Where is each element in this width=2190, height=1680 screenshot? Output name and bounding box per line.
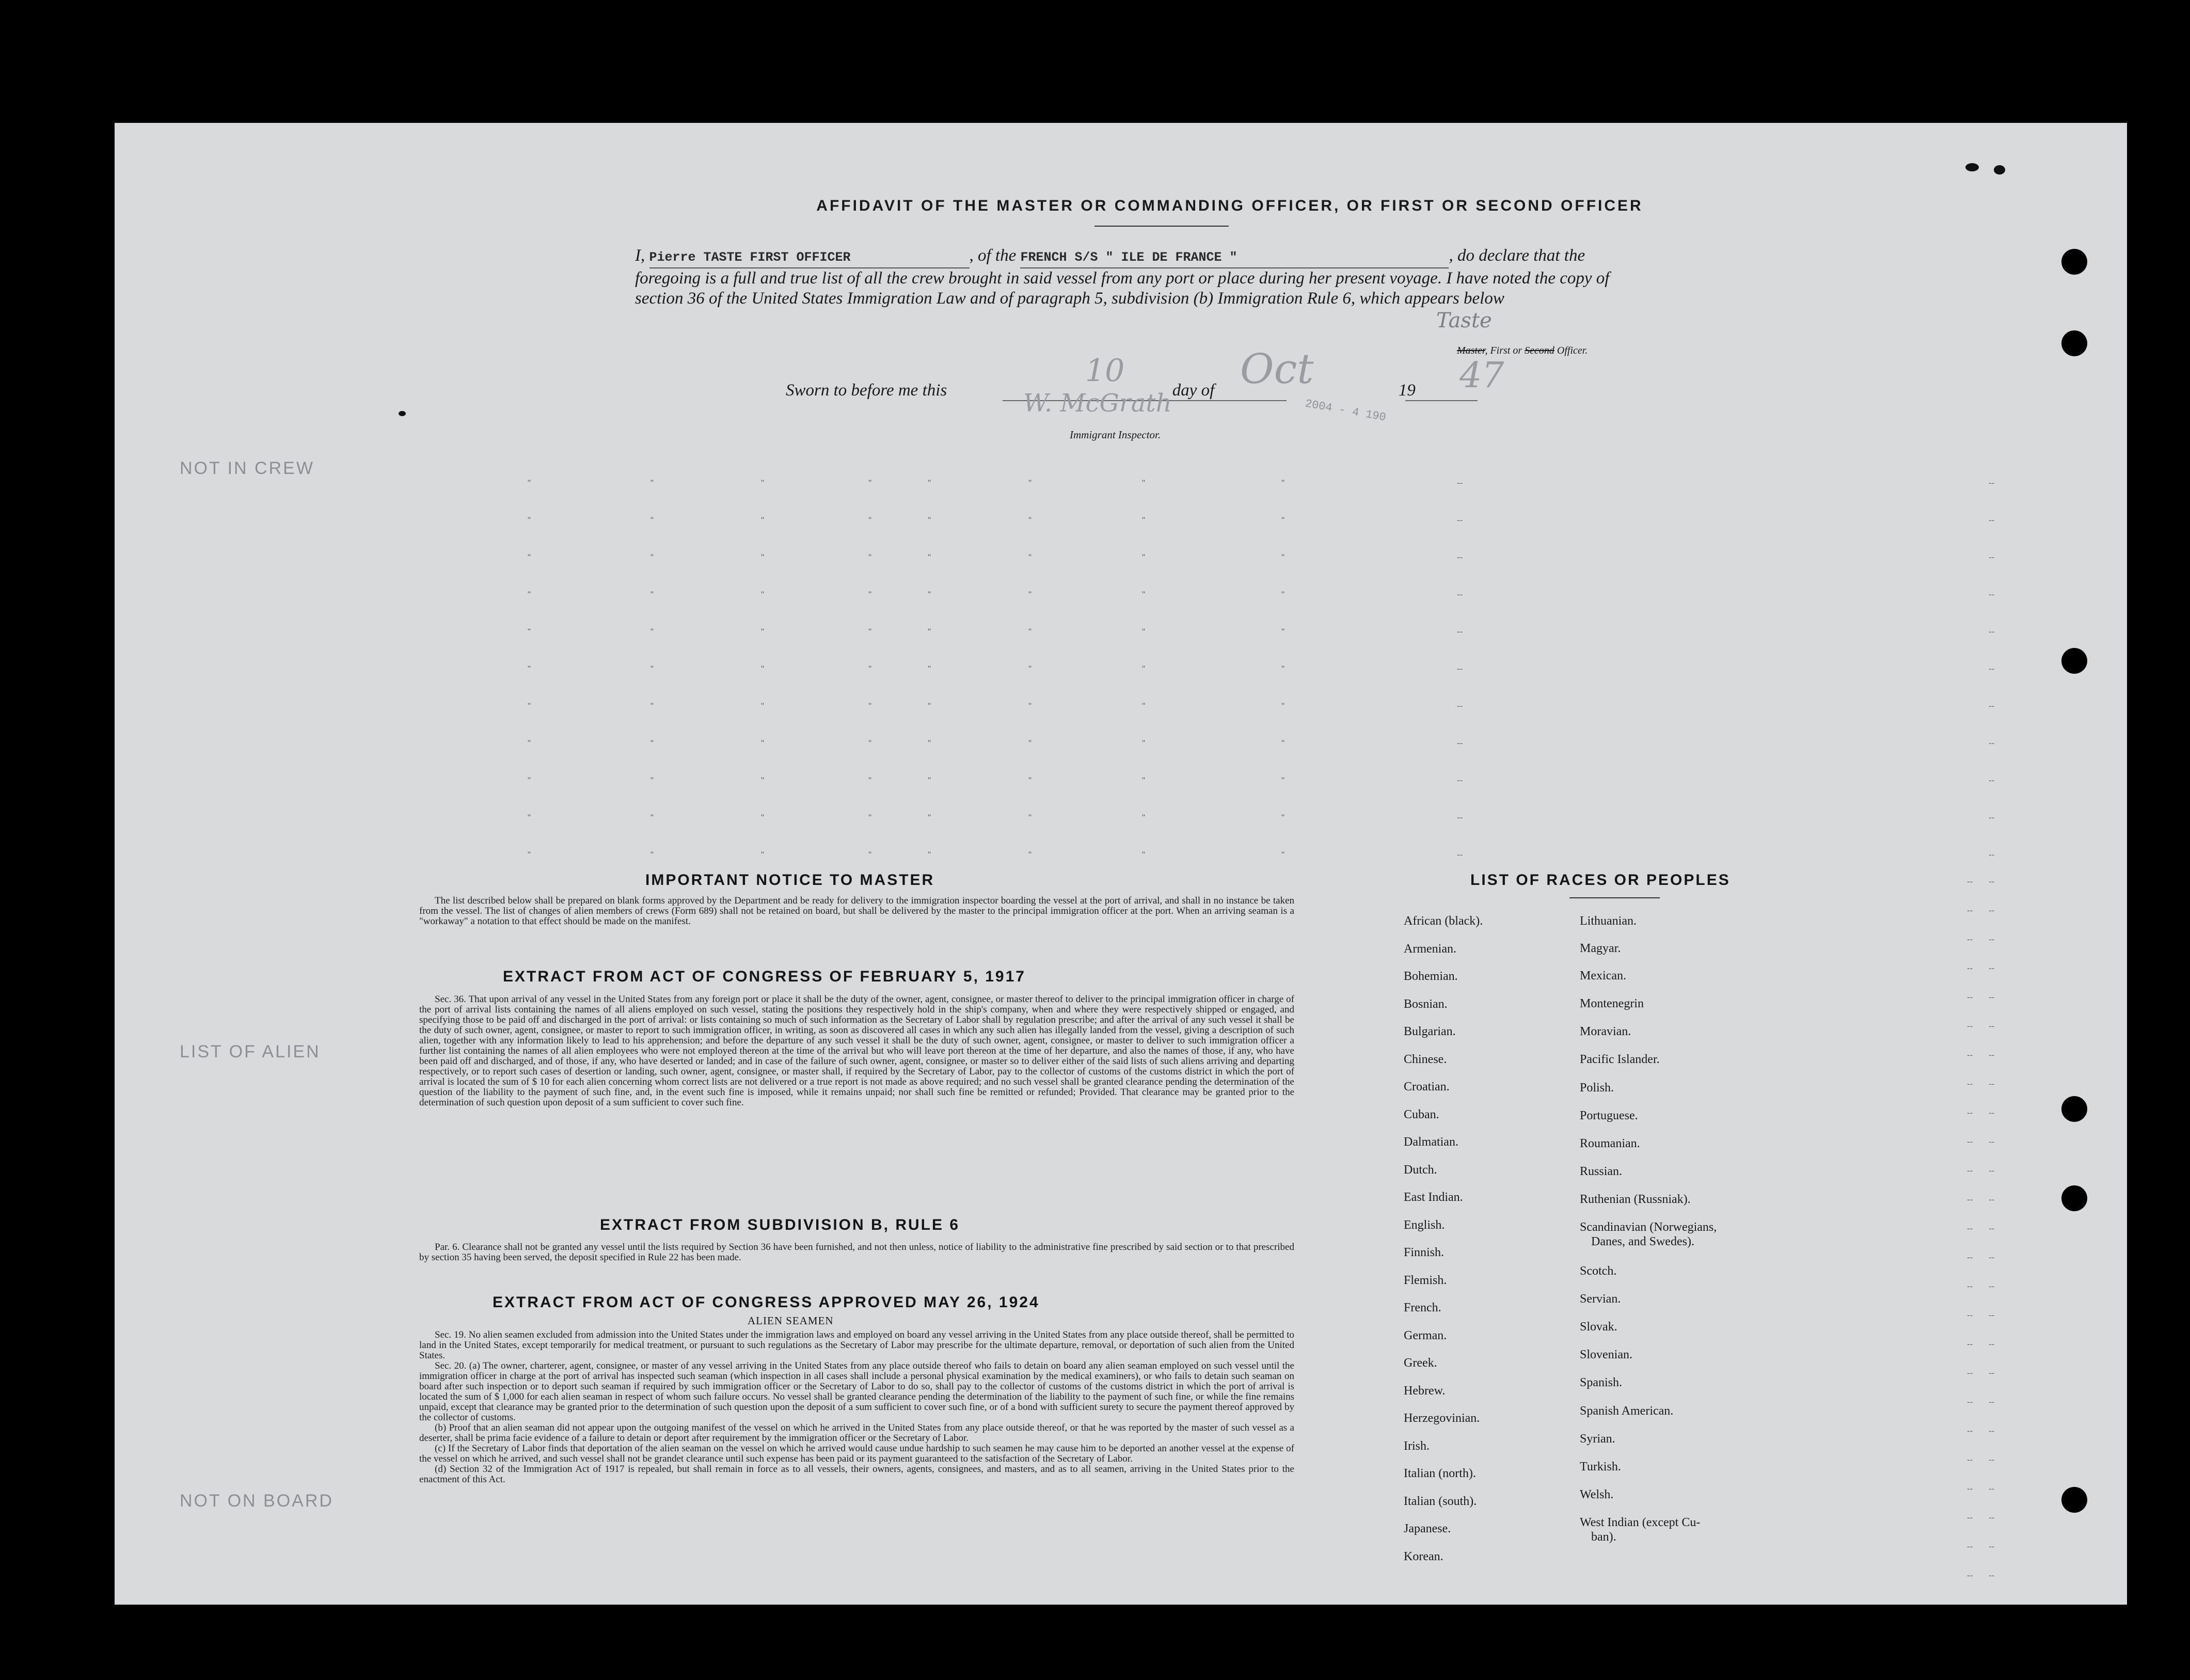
ditto-mark: ": [1281, 664, 1285, 674]
race-entry: Herzegovinian.: [1404, 1412, 1480, 1425]
dash-mark: --: [1967, 1310, 1973, 1320]
dash-mark: --: [1967, 1195, 1973, 1204]
dash-mark: --: [1967, 1571, 1973, 1580]
race-entry: Flemish.: [1404, 1273, 1447, 1287]
notice-title: IMPORTANT NOTICE TO MASTER: [645, 871, 935, 889]
race-entry: Turkish.: [1580, 1460, 1621, 1473]
ditto-mark: ": [761, 664, 765, 674]
ditto-mark: ": [1028, 515, 1032, 525]
affidavit-statement-block: [635, 246, 1616, 309]
ditto-mark: ": [868, 775, 872, 785]
sworn-month: Oct: [1240, 345, 1314, 393]
race-entry: French.: [1404, 1301, 1441, 1314]
race-entry: Armenian.: [1404, 942, 1456, 956]
dash-mark: --: [1457, 701, 1463, 711]
race-entry: Pacific Islander.: [1580, 1053, 1660, 1066]
dash-mark: --: [1989, 813, 1995, 822]
dash-mark: --: [1989, 1513, 1995, 1523]
ditto-mark: ": [650, 701, 654, 711]
race-entry: Servian.: [1580, 1292, 1621, 1306]
race-entry: Cuban.: [1404, 1107, 1439, 1121]
dash-mark: --: [1989, 1484, 1995, 1494]
dash-mark: --: [1457, 664, 1463, 674]
race-entry: East Indian.: [1404, 1191, 1463, 1204]
ditto-mark: ": [761, 775, 765, 785]
ditto-mark: ": [1281, 552, 1285, 562]
ditto-mark: ": [528, 478, 531, 488]
race-entry: Bosnian.: [1404, 997, 1448, 1011]
dash-mark: --: [1989, 552, 1995, 562]
act-1924-subtitle: ALIEN SEAMEN: [748, 1314, 834, 1327]
dash-mark: --: [1967, 1253, 1973, 1262]
ditto-mark: ": [528, 664, 531, 674]
dash-mark: --: [1967, 1224, 1973, 1233]
dash-mark: --: [1967, 1137, 1973, 1147]
race-entry: Russian.: [1580, 1165, 1623, 1178]
dash-mark: --: [1967, 1079, 1973, 1089]
race-entry: Danes, and Swedes).: [1591, 1235, 1694, 1248]
ditto-mark: ": [1142, 590, 1146, 599]
binder-hole: [2061, 330, 2087, 356]
dash-mark: --: [1967, 1108, 1973, 1118]
ditto-mark: ": [928, 478, 931, 488]
ditto-mark: ": [761, 738, 765, 748]
race-entry: Hebrew.: [1404, 1384, 1446, 1398]
ditto-mark: ": [1281, 515, 1285, 525]
race-entry: Polish.: [1580, 1081, 1614, 1095]
dash-mark: --: [1989, 850, 1995, 860]
bleed-through-text: NOT IN CREW: [180, 458, 314, 478]
ditto-mark: ": [1142, 552, 1146, 562]
ditto-mark: ": [1281, 775, 1285, 785]
vessel-name-field: FRENCH S/S " ILE DE FRANCE ": [1020, 247, 1449, 268]
ditto-mark: ": [528, 813, 531, 822]
dash-mark: --: [1989, 478, 1995, 488]
ditto-mark: ": [1028, 590, 1032, 599]
race-entry: Dutch.: [1404, 1163, 1437, 1177]
inspector-signature: W. McGrath: [1023, 389, 1172, 418]
dash-mark: --: [1989, 627, 1995, 637]
ditto-mark: ": [528, 701, 531, 711]
dash-mark: --: [1967, 1281, 1973, 1291]
dash-mark: --: [1989, 934, 1995, 944]
ditto-mark: ": [761, 813, 765, 822]
binder-hole: [2061, 1185, 2087, 1211]
affidavit-of-the: , of the: [969, 246, 1017, 265]
dash-mark: --: [1989, 1166, 1995, 1176]
ditto-mark: ": [1281, 701, 1285, 711]
binder-hole: [2061, 1096, 2087, 1122]
ditto-mark: ": [928, 515, 931, 525]
dash-mark: --: [1457, 775, 1463, 785]
ditto-mark: ": [650, 627, 654, 637]
dash-mark: --: [1967, 992, 1973, 1002]
dash-mark: --: [1989, 1050, 1995, 1060]
dash-mark: --: [1989, 1339, 1995, 1349]
race-entry: Chinese.: [1404, 1052, 1447, 1066]
dash-mark: --: [1989, 1281, 1995, 1291]
ditto-mark: ": [761, 552, 765, 562]
race-entry: Bohemian.: [1404, 970, 1458, 983]
ditto-mark: ": [528, 552, 531, 562]
ditto-mark: ": [528, 738, 531, 748]
inspector-stamp: 2004 - 4 190: [1304, 397, 1387, 424]
ditto-mark: ": [1142, 664, 1146, 674]
ditto-mark: ": [1028, 664, 1032, 674]
ditto-mark: ": [868, 478, 872, 488]
race-entry: Japanese.: [1404, 1522, 1451, 1535]
dash-mark: --: [1967, 1368, 1973, 1378]
ditto-mark: ": [928, 813, 931, 822]
ditto-mark: ": [1028, 738, 1032, 748]
ditto-mark: ": [868, 850, 872, 860]
dash-mark: --: [1967, 1484, 1973, 1494]
race-entry: German.: [1404, 1328, 1447, 1342]
dash-mark: --: [1989, 1426, 1995, 1436]
races-title: LIST OF RACES OR PEOPLES: [1470, 871, 1731, 889]
ditto-mark: ": [528, 590, 531, 599]
ditto-mark: ": [650, 664, 654, 674]
speck: [1965, 163, 1979, 171]
ditto-mark: ": [650, 813, 654, 822]
ditto-mark: ": [1281, 627, 1285, 637]
dash-mark: --: [1967, 906, 1973, 915]
dash-mark: --: [1967, 1050, 1973, 1060]
dash-mark: --: [1989, 906, 1995, 915]
manifest-page: [115, 123, 2127, 1605]
act-1917-title: EXTRACT FROM ACT OF CONGRESS OF FEBRUARY 5, 1917: [503, 968, 1026, 985]
ditto-mark: ": [1028, 775, 1032, 785]
race-entry: Finnish.: [1404, 1246, 1445, 1259]
ditto-mark: ": [1142, 738, 1146, 748]
divider: [1094, 226, 1229, 227]
dash-mark: --: [1989, 1021, 1995, 1031]
race-entry: ban).: [1591, 1530, 1616, 1544]
ditto-mark: ": [1028, 627, 1032, 637]
ditto-mark: ": [1142, 627, 1146, 637]
inspector-caption: Immigrant Inspector.: [1070, 429, 1161, 441]
ditto-mark: ": [868, 738, 872, 748]
dash-mark: --: [1457, 813, 1463, 822]
officer-signature-caption: Master, First or Second Officer.: [1457, 345, 1588, 356]
ditto-mark: ": [650, 552, 654, 562]
dash-mark: --: [1457, 850, 1463, 860]
dash-mark: --: [1457, 590, 1463, 599]
ditto-mark: ": [928, 627, 931, 637]
ditto-mark: ": [868, 515, 872, 525]
act-1924-body: Sec. 19. No alien seamen excluded from admission into the United States under the immigration laws and employed on board any vessel arriving in the United States from any place outside thereof, shall be permitted to land in the United States, except temporarily for medical treatment, or pursuant to such regulations as the Secretary of Labor may prescribe for the ultimate departure, removal, or deportation of such alien from the United States. Sec. 20. (a) The owner, charterer, agent, consignee, or master of any vessel arriving in the United States from any place outside thereof who fails to detain on board any alien seaman employed on such vessel until the immigration officer in charge at the port of arrival has inspected such seaman (which inspection in all cases shall include a personal physical examination by the medical examiners), or who fails to detain such seaman on board after such inspection or to deport such seaman if required by such immigration officer or the Secretary of Labor to do so, shall pay to the collector of customs of the customs district in which the port of arrival is located the sum of $ 1,000 for each alien seaman in respect of whom such failure occurs. No vessel shall be granted clearance pending the determination of the liability to the payment of such fine, or while the fine remains unpaid, except that clearance may be granted prior to the determination of such question upon the deposit of a sum sufficient to cover such fine, or of a bond with sufficient surety to secure the payment thereof approved by the collector of customs. (b) Proof that an alien seaman did not appear upon the outgoing manifest of the vessel on which he arrived in the United States from any place outside thereof, or that he was reported by the master of such vessel as a deserter, shall be prima facie evidence of a failure to detain or deport after requirement by the immigration officer or the Secretary of Labor. (c) If the Secretary of Labor finds that deportation of the alien seaman on the vessel on which he arrived would cause undue hardship to such seamen he may cause him to be deported an another vessel at the expense of the vessel on which he arrived, and such vessel shall not be grandet clearance until such expense has been paid or its payment guaranteed to the satisfaction of the Secretary of Labor. (d) Section 32 of the Immigration Act of 1917 is repealed, but shall remain in force as to all vessels, their owners, agents, consignees, and masters, and as to all seamen, arriving in the United States prior to the enactment of this Act.: [419, 1329, 1294, 1485]
race-entry: Greek.: [1404, 1356, 1437, 1370]
dash-mark: --: [1967, 1542, 1973, 1551]
dash-mark: --: [1989, 877, 1995, 886]
ditto-mark: ": [650, 775, 654, 785]
dash-mark: --: [1989, 992, 1995, 1002]
ditto-mark: ": [928, 590, 931, 599]
ditto-mark: ": [928, 552, 931, 562]
dash-mark: --: [1967, 1426, 1973, 1436]
ditto-mark: ": [928, 775, 931, 785]
dash-mark: --: [1989, 1224, 1995, 1233]
race-entry: Irish.: [1404, 1439, 1430, 1453]
ditto-mark: ": [1142, 813, 1146, 822]
ditto-mark: ": [1142, 775, 1146, 785]
race-entry: Spanish American.: [1580, 1404, 1674, 1418]
dash-mark: --: [1989, 1195, 1995, 1204]
ditto-mark: ": [650, 850, 654, 860]
officer-name-field: Pierre TASTE FIRST OFFICER: [649, 247, 970, 268]
ditto-mark: ": [1142, 850, 1146, 860]
race-entry: Ruthenian (Russniak).: [1580, 1193, 1691, 1206]
race-entry: Slovak.: [1580, 1320, 1617, 1334]
officer-signature: Taste: [1436, 309, 1492, 332]
ditto-mark: ": [928, 850, 931, 860]
race-entry: Moravian.: [1580, 1025, 1631, 1038]
ditto-mark: ": [928, 738, 931, 748]
ditto-mark: ": [868, 701, 872, 711]
ditto-mark: ": [1028, 850, 1032, 860]
ditto-mark: ": [528, 775, 531, 785]
ditto-mark: ": [761, 627, 765, 637]
affidavit-do-declare: , do declare: [1449, 246, 1529, 265]
dash-mark: --: [1989, 1368, 1995, 1378]
race-entry: Bulgarian.: [1404, 1025, 1456, 1038]
race-entry: Montenegrin: [1580, 997, 1644, 1010]
race-entry: Syrian.: [1580, 1432, 1615, 1446]
race-entry: Scandinavian (Norwegians,: [1580, 1221, 1717, 1234]
dash-mark: --: [1967, 1339, 1973, 1349]
dash-mark: --: [1967, 877, 1973, 886]
signature-line: [1405, 400, 1478, 401]
ditto-mark: ": [761, 515, 765, 525]
ditto-mark: ": [868, 664, 872, 674]
dash-mark: --: [1457, 478, 1463, 488]
act-1917-body: Sec. 36. That upon arrival of any vessel in the United States from any foreign port or place it shall be the duty of the owner, agent, consignee, or master thereof to deliver to the principal immigration officer in charge of the port of arrival lists containing the names of all aliens employed on such vessel, stating the positions they respectively hold in the ship's company, when and where they were respectively shipped or engaged, and specifying those to be paid off and discharged in the port of arrival: or lists containing so much of such information as the Secretary of Labor shall by regulation prescribe; and after the arrival of any such vessel it shall be the duty of such owner, agent, consignee, or master to report to such immigration officer, in writing, as soon as discovered all cases in which any such alien has illegally landed from the vessel, giving a description of such alien, together with any information likely to lead to his apprehension; and before the departure of any such vessel it shall be the duty of such owner, agent, consignee, or master to deliver to such immigration officer a further list containing the names of all alien employees who were not employed thereon at the time of the arrival but who will leave port thereon at the time of her departure, and also the names of those, if any, who have been paid off and discharged, and of those, if any, who have deserted or landed; and in case of the failure of such owner, agent, consignee, or master so to deliver either of the said lists of such aliens arriving and departing respectively, or to report such cases of desertion or landing, such owner, agent, consignee, or master shall, if required by the Secretary of Labor, pay to the collector of customs of the customs district in which the port of arrival is located the sum of $ 10 for each alien concerning whom correct lists are not delivered or a true report is not made as above required; and no such vessel shall be granted clearance pending the determination of the question of the liability to the payment of such fine, and, in the event such fine is imposed, while it remains unpaid; nor shall such fine be remitted or refunded; Provided. That clearance may be granted prior to the determination of such question upon deposit of a sum sufficient to cover such fine.: [419, 994, 1294, 1108]
race-entry: Lithuanian.: [1580, 914, 1637, 928]
bleed-through-text: NOT ON BOARD: [180, 1491, 334, 1511]
race-entry: Korean.: [1404, 1549, 1443, 1563]
race-entry: Italian (north).: [1404, 1467, 1476, 1480]
race-entry: English.: [1404, 1218, 1445, 1232]
affidavit-i: I,: [635, 246, 645, 265]
dash-mark: --: [1989, 1542, 1995, 1551]
dash-mark: --: [1967, 934, 1973, 944]
race-entry: Magyar.: [1580, 942, 1621, 955]
binder-hole: [2061, 249, 2087, 275]
race-entry: Croatian.: [1404, 1080, 1450, 1093]
act-1924-title: EXTRACT FROM ACT OF CONGRESS APPROVED MAY 26, 1924: [493, 1294, 1040, 1311]
race-entry: Scotch.: [1580, 1264, 1617, 1278]
ditto-mark: ": [650, 590, 654, 599]
ditto-mark: ": [1028, 552, 1032, 562]
binder-hole: [2061, 1487, 2087, 1513]
ditto-mark: ": [1281, 478, 1285, 488]
notice-body: The list described below shall be prepared on blank forms approved by the Department and be ready for delivery to the immigration inspector boarding the vessel at the port of arrival, and shall in no instance be taken from the vessel. The list of changes of alien members of crews (Form 689) shall not be retained on board, but shall be delivered by the master to the principal immigration officer at the port. When an arriving seaman is a "workaway" a notation to that effect should be made on the manifest.: [419, 895, 1294, 927]
ditto-mark: ": [1028, 813, 1032, 822]
ditto-mark: ": [528, 850, 531, 860]
dash-mark: --: [1967, 1021, 1973, 1031]
ditto-mark: ": [1142, 701, 1146, 711]
dash-mark: --: [1989, 1079, 1995, 1089]
race-entry: African (black).: [1404, 914, 1483, 928]
ditto-mark: ": [528, 515, 531, 525]
affidavit-title: AFFIDAVIT OF THE MASTER OR COMMANDING OFFICER, OR FIRST OR SECOND OFFICER: [816, 197, 1643, 214]
dash-mark: --: [1989, 1137, 1995, 1147]
ditto-mark: ": [761, 850, 765, 860]
ditto-mark: ": [528, 627, 531, 637]
speck: [399, 411, 406, 416]
dash-mark: --: [1989, 1455, 1995, 1465]
ditto-mark: ": [761, 478, 765, 488]
ditto-mark: ": [650, 478, 654, 488]
ditto-mark: ": [1281, 590, 1285, 599]
race-entry: Mexican.: [1580, 969, 1626, 982]
ditto-mark: ": [928, 701, 931, 711]
race-entry: Welsh.: [1580, 1488, 1614, 1501]
ditto-mark: ": [761, 701, 765, 711]
race-entry: Roumanian.: [1580, 1137, 1640, 1150]
ditto-mark: ": [868, 627, 872, 637]
dash-mark: --: [1989, 1253, 1995, 1262]
divider: [1569, 897, 1660, 898]
ditto-mark: ": [1028, 701, 1032, 711]
sworn-year: 47: [1459, 355, 1504, 396]
race-entry: Italian (south).: [1404, 1494, 1477, 1508]
ditto-mark: ": [1281, 738, 1285, 748]
ditto-mark: ": [928, 664, 931, 674]
dash-mark: --: [1989, 1571, 1995, 1580]
ditto-mark: ": [1281, 813, 1285, 822]
dash-mark: --: [1457, 738, 1463, 748]
race-entry: Portuguese.: [1580, 1109, 1638, 1122]
sworn-day: 10: [1085, 353, 1125, 389]
ditto-mark: ": [1028, 478, 1032, 488]
dash-mark: --: [1989, 515, 1995, 525]
dash-mark: --: [1989, 701, 1995, 711]
dash-mark: --: [1989, 963, 1995, 973]
affidavit-statement: that the foregoing is a full and true list of all the crew brought in said vessel from any port or place during her present voyage. I have noted the copy of section 36 of the United States Immigration Law and of paragraph 5, subdivision (b) Immigration Rule 6, which appears below: [635, 246, 1610, 308]
dash-mark: --: [1967, 1397, 1973, 1407]
dash-mark: --: [1989, 1310, 1995, 1320]
race-entry: West Indian (except Cu-: [1580, 1516, 1701, 1529]
dash-mark: --: [1457, 515, 1463, 525]
race-entry: Spanish.: [1580, 1376, 1623, 1389]
dash-mark: --: [1989, 738, 1995, 748]
dash-mark: --: [1967, 1166, 1973, 1176]
dash-mark: --: [1967, 963, 1973, 973]
dash-mark: --: [1457, 552, 1463, 562]
dash-mark: --: [1989, 664, 1995, 674]
dash-mark: --: [1457, 627, 1463, 637]
dash-mark: --: [1989, 775, 1995, 785]
ditto-mark: ": [1142, 478, 1146, 488]
ditto-mark: ": [1142, 515, 1146, 525]
dash-mark: --: [1989, 1108, 1995, 1118]
ditto-mark: ": [868, 590, 872, 599]
rule-6-body: Par. 6. Clearance shall not be granted any vessel until the lists required by Section 36 have been furnished, and not then unless, notice of liability to the administrative fine prescribed by said section or to that prescribed by section 35 having been served, the deposit specified in Rule 22 has been made.: [419, 1242, 1294, 1263]
speck: [1994, 165, 2005, 175]
ditto-mark: ": [868, 813, 872, 822]
binder-hole: [2061, 648, 2087, 674]
dash-mark: --: [1989, 590, 1995, 599]
race-entry: Dalmatian.: [1404, 1135, 1458, 1149]
dash-mark: --: [1989, 1397, 1995, 1407]
ditto-mark: ": [761, 590, 765, 599]
ditto-mark: ": [1281, 850, 1285, 860]
dash-mark: --: [1967, 1513, 1973, 1523]
race-entry: Slovenian.: [1580, 1348, 1632, 1361]
ditto-mark: ": [650, 738, 654, 748]
bleed-through-text: LIST OF ALIEN: [180, 1042, 321, 1061]
ditto-mark: ": [868, 552, 872, 562]
rule-6-title: EXTRACT FROM SUBDIVISION B, RULE 6: [600, 1216, 960, 1233]
ditto-mark: ": [650, 515, 654, 525]
dash-mark: --: [1967, 1455, 1973, 1465]
sworn-statement: Sworn to before me this day of 19: [786, 381, 1416, 400]
